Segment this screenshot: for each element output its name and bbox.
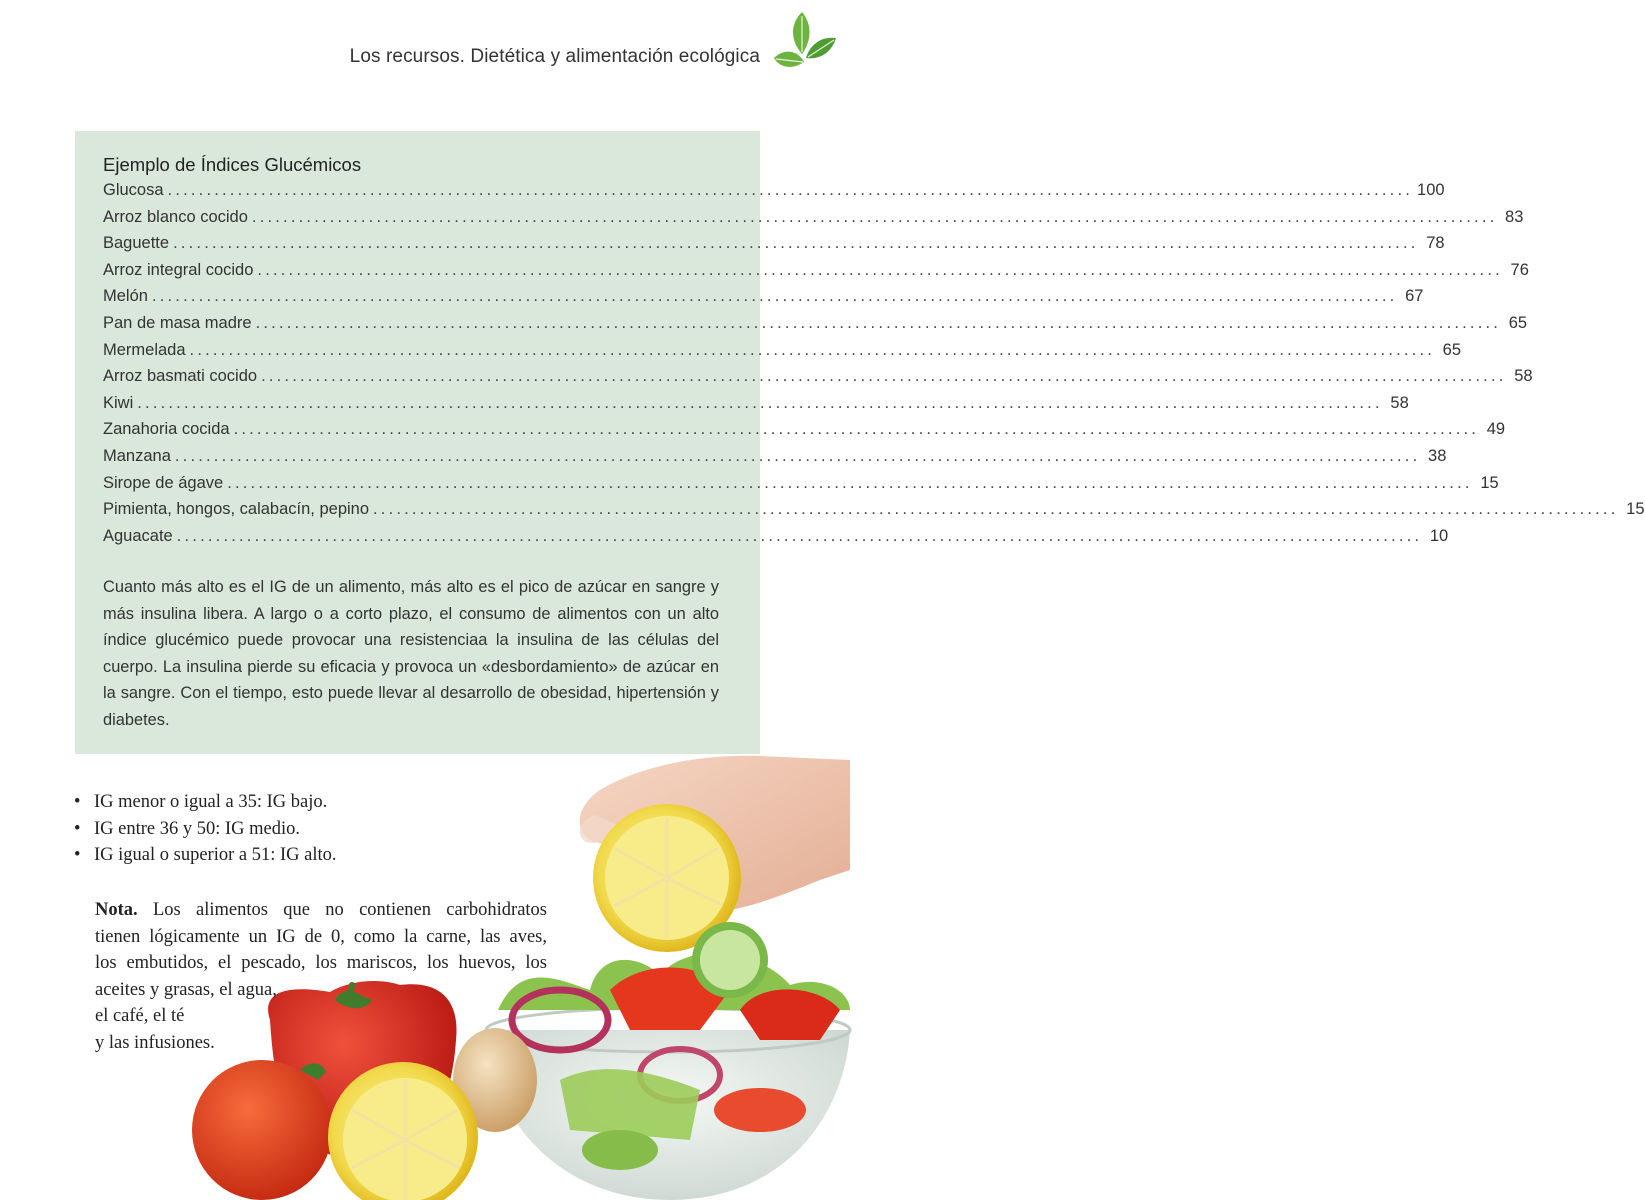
- note-line: aceites y grasas, el agua,: [95, 979, 277, 1000]
- gi-food-name: Glucosa: [103, 181, 164, 199]
- ig-range-item: [74, 845, 337, 872]
- ig-range-text: IG entre 36 y 50: IG medio.: [94, 818, 301, 839]
- gi-value: 65: [1442, 340, 1462, 359]
- note-line-first: [95, 897, 547, 924]
- ig-range-item: [74, 819, 337, 846]
- gi-leader-dots: ................................................................................................................................................................: [373, 500, 1619, 519]
- gi-leader-dots: ................................................................................................................................................................: [251, 207, 1498, 226]
- gi-value: 58: [1390, 393, 1409, 412]
- gi-food-name: Pimienta, hongos, calabacín, pepino: [103, 500, 370, 519]
- gi-leader-dots: ................................................................................................................................................................: [189, 340, 1436, 359]
- note-line: los embutidos, el pescado, los mariscos, los huevos, los: [95, 953, 547, 973]
- gi-food-name: Kiwi: [103, 393, 134, 412]
- gi-value: 38: [1428, 446, 1447, 465]
- gi-leader-dots: ................................................................................................................................................................: [174, 446, 1421, 465]
- bullet-icon: •: [74, 792, 81, 812]
- gi-food-name: Melón: [103, 287, 148, 306]
- gi-food-name: Pan de masa madre: [103, 313, 252, 332]
- bullet-icon: •: [74, 845, 81, 865]
- gi-food-name: Arroz integral cocido: [103, 260, 254, 279]
- gi-leader-dots: ................................................................................................................................................................: [176, 526, 1423, 545]
- gi-leader-dots: ................................................................................................................................................................: [151, 287, 1398, 306]
- gi-value: 100: [1417, 181, 1445, 199]
- gi-food-name: Zanahoria cocida: [103, 420, 230, 439]
- gi-value: 67: [1405, 287, 1424, 306]
- gi-leader-dots: ................................................................................................................................................................: [173, 234, 1419, 253]
- gi-food-name: Arroz basmati cocido: [103, 367, 258, 386]
- gi-value: 15: [1480, 473, 1499, 492]
- gi-value: 15: [1626, 500, 1645, 519]
- box-paragraph: Cuanto más alto es el IG de un alimento, más alto es el pico de azúcar en sangre y más insulina libera. A largo o a corto plazo, el consumo de alimentos con un alto índice glucémico puede provocar una resistenciaa la insulina de las células del cuerpo. La insulina pierde su eficacia y provoca un «desbordamiento» de azúcar en la sangre. Con el tiempo, esto puede llevar al desarrollo de obesidad, hipertensión y diabetes.: [103, 578, 719, 729]
- gi-leader-dots: ................................................................................................................................................................: [167, 181, 1414, 199]
- note-line: tienen lógicamente un IG de 0, como la carne, las aves,: [95, 926, 547, 947]
- ig-range-text: IG menor o igual a 35: IG bajo.: [94, 792, 328, 812]
- gi-leader-dots: ................................................................................................................................................................: [227, 473, 1473, 492]
- note-line: Los alimentos que no contienen carbohidratos: [152, 900, 547, 920]
- gi-value: 76: [1510, 260, 1529, 279]
- gi-leader-dots: ................................................................................................................................................................: [257, 260, 1503, 279]
- gi-food-name: Aguacate: [103, 526, 173, 545]
- note-line: el café, el té: [95, 1006, 185, 1026]
- gi-leader-dots: ................................................................................................................................................................: [137, 393, 1383, 412]
- gi-value: 10: [1429, 526, 1449, 545]
- gi-leader-dots: ................................................................................................................................................................: [233, 420, 1480, 439]
- note-label: Nota.: [95, 900, 138, 920]
- gi-value: 83: [1505, 207, 1524, 226]
- gi-food-name: Baguette: [103, 234, 170, 253]
- note-paragraph: [95, 897, 547, 1056]
- bullet-icon: •: [74, 818, 81, 839]
- gi-value: 49: [1486, 420, 1506, 439]
- gi-food-name: Mermelada: [103, 340, 186, 359]
- gi-food-name: Sirope de ágave: [103, 473, 224, 492]
- ig-range-text: IG igual o superior a 51: IG alto.: [94, 845, 337, 865]
- gi-value: 65: [1508, 313, 1528, 332]
- header-title: Los recursos. Dietética y alimentación ecológica: [349, 46, 760, 67]
- gi-leader-dots: ................................................................................................................................................................: [261, 367, 1507, 386]
- gi-food-name: Arroz blanco cocido: [103, 207, 248, 226]
- ig-ranges-list: [74, 792, 337, 872]
- gi-value: 58: [1514, 367, 1533, 386]
- note-line: y las infusiones.: [95, 1032, 215, 1053]
- gi-leader-dots: ................................................................................................................................................................: [255, 313, 1502, 332]
- gi-food-name: Manzana: [103, 446, 171, 465]
- box-title: Ejemplo de Índices Glucémicos: [103, 154, 362, 175]
- gi-value: 78: [1426, 234, 1445, 253]
- ig-range-item: [74, 792, 337, 819]
